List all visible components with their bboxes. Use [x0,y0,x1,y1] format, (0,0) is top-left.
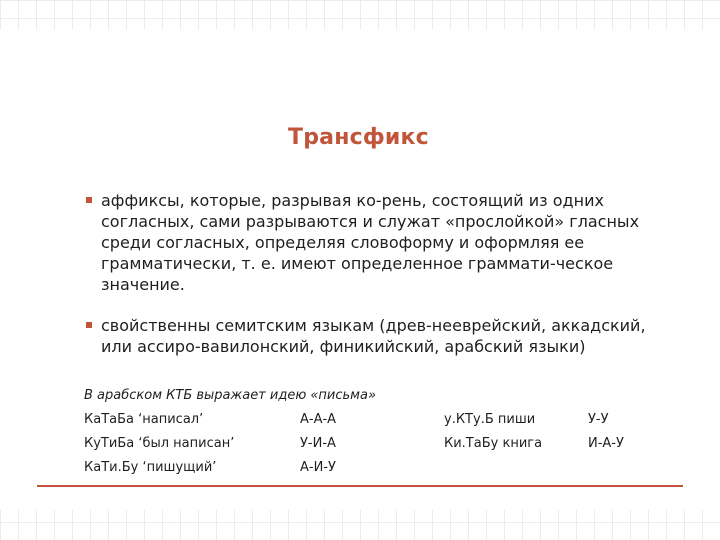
bullet-item [86,190,646,295]
table-cell: у.КТу.Б пиши [444,412,536,427]
slide [0,30,720,510]
table-cell: У-И-А [300,436,336,451]
bottom-divider [37,485,683,487]
table-cell: У-У [588,412,609,427]
table-cell: КаТи.Бу ‘пишущий’ [84,460,217,475]
table-row [84,460,644,480]
bullet-item [86,315,646,357]
bullet-marker-icon [86,322,92,328]
bullet-text: свойственны семитским языкам (древ-нееврейский, аккадский, или ассиро-вавилонский, финикийский, арабский языки) [101,316,646,356]
table-row [84,412,644,432]
slide-title: Трансфикс [288,125,429,150]
bullet-list [86,190,646,357]
table-cell: КуТиБа ‘был написан’ [84,436,235,451]
table-cell: Ки.ТаБу книга [444,436,543,451]
example-note: В арабском КТБ выражает идею «письма» [84,388,376,403]
table-cell: КаТаБа ‘написал’ [84,412,204,427]
table-row [84,436,644,456]
bullet-marker-icon [86,197,92,203]
table-cell: А-И-У [300,460,336,475]
table-cell: И-А-У [588,436,624,451]
table-cell: А-А-А [300,412,337,427]
bullet-text: аффиксы, которые, разрывая ко-рень, состоящий из одних согласных, сами разрываются и служат «прослойкой» гласных среди согласных, определяя словоформу и оформляя ее грамматически, т. е. имеют определенное граммати-ческое значение. [101,191,640,294]
